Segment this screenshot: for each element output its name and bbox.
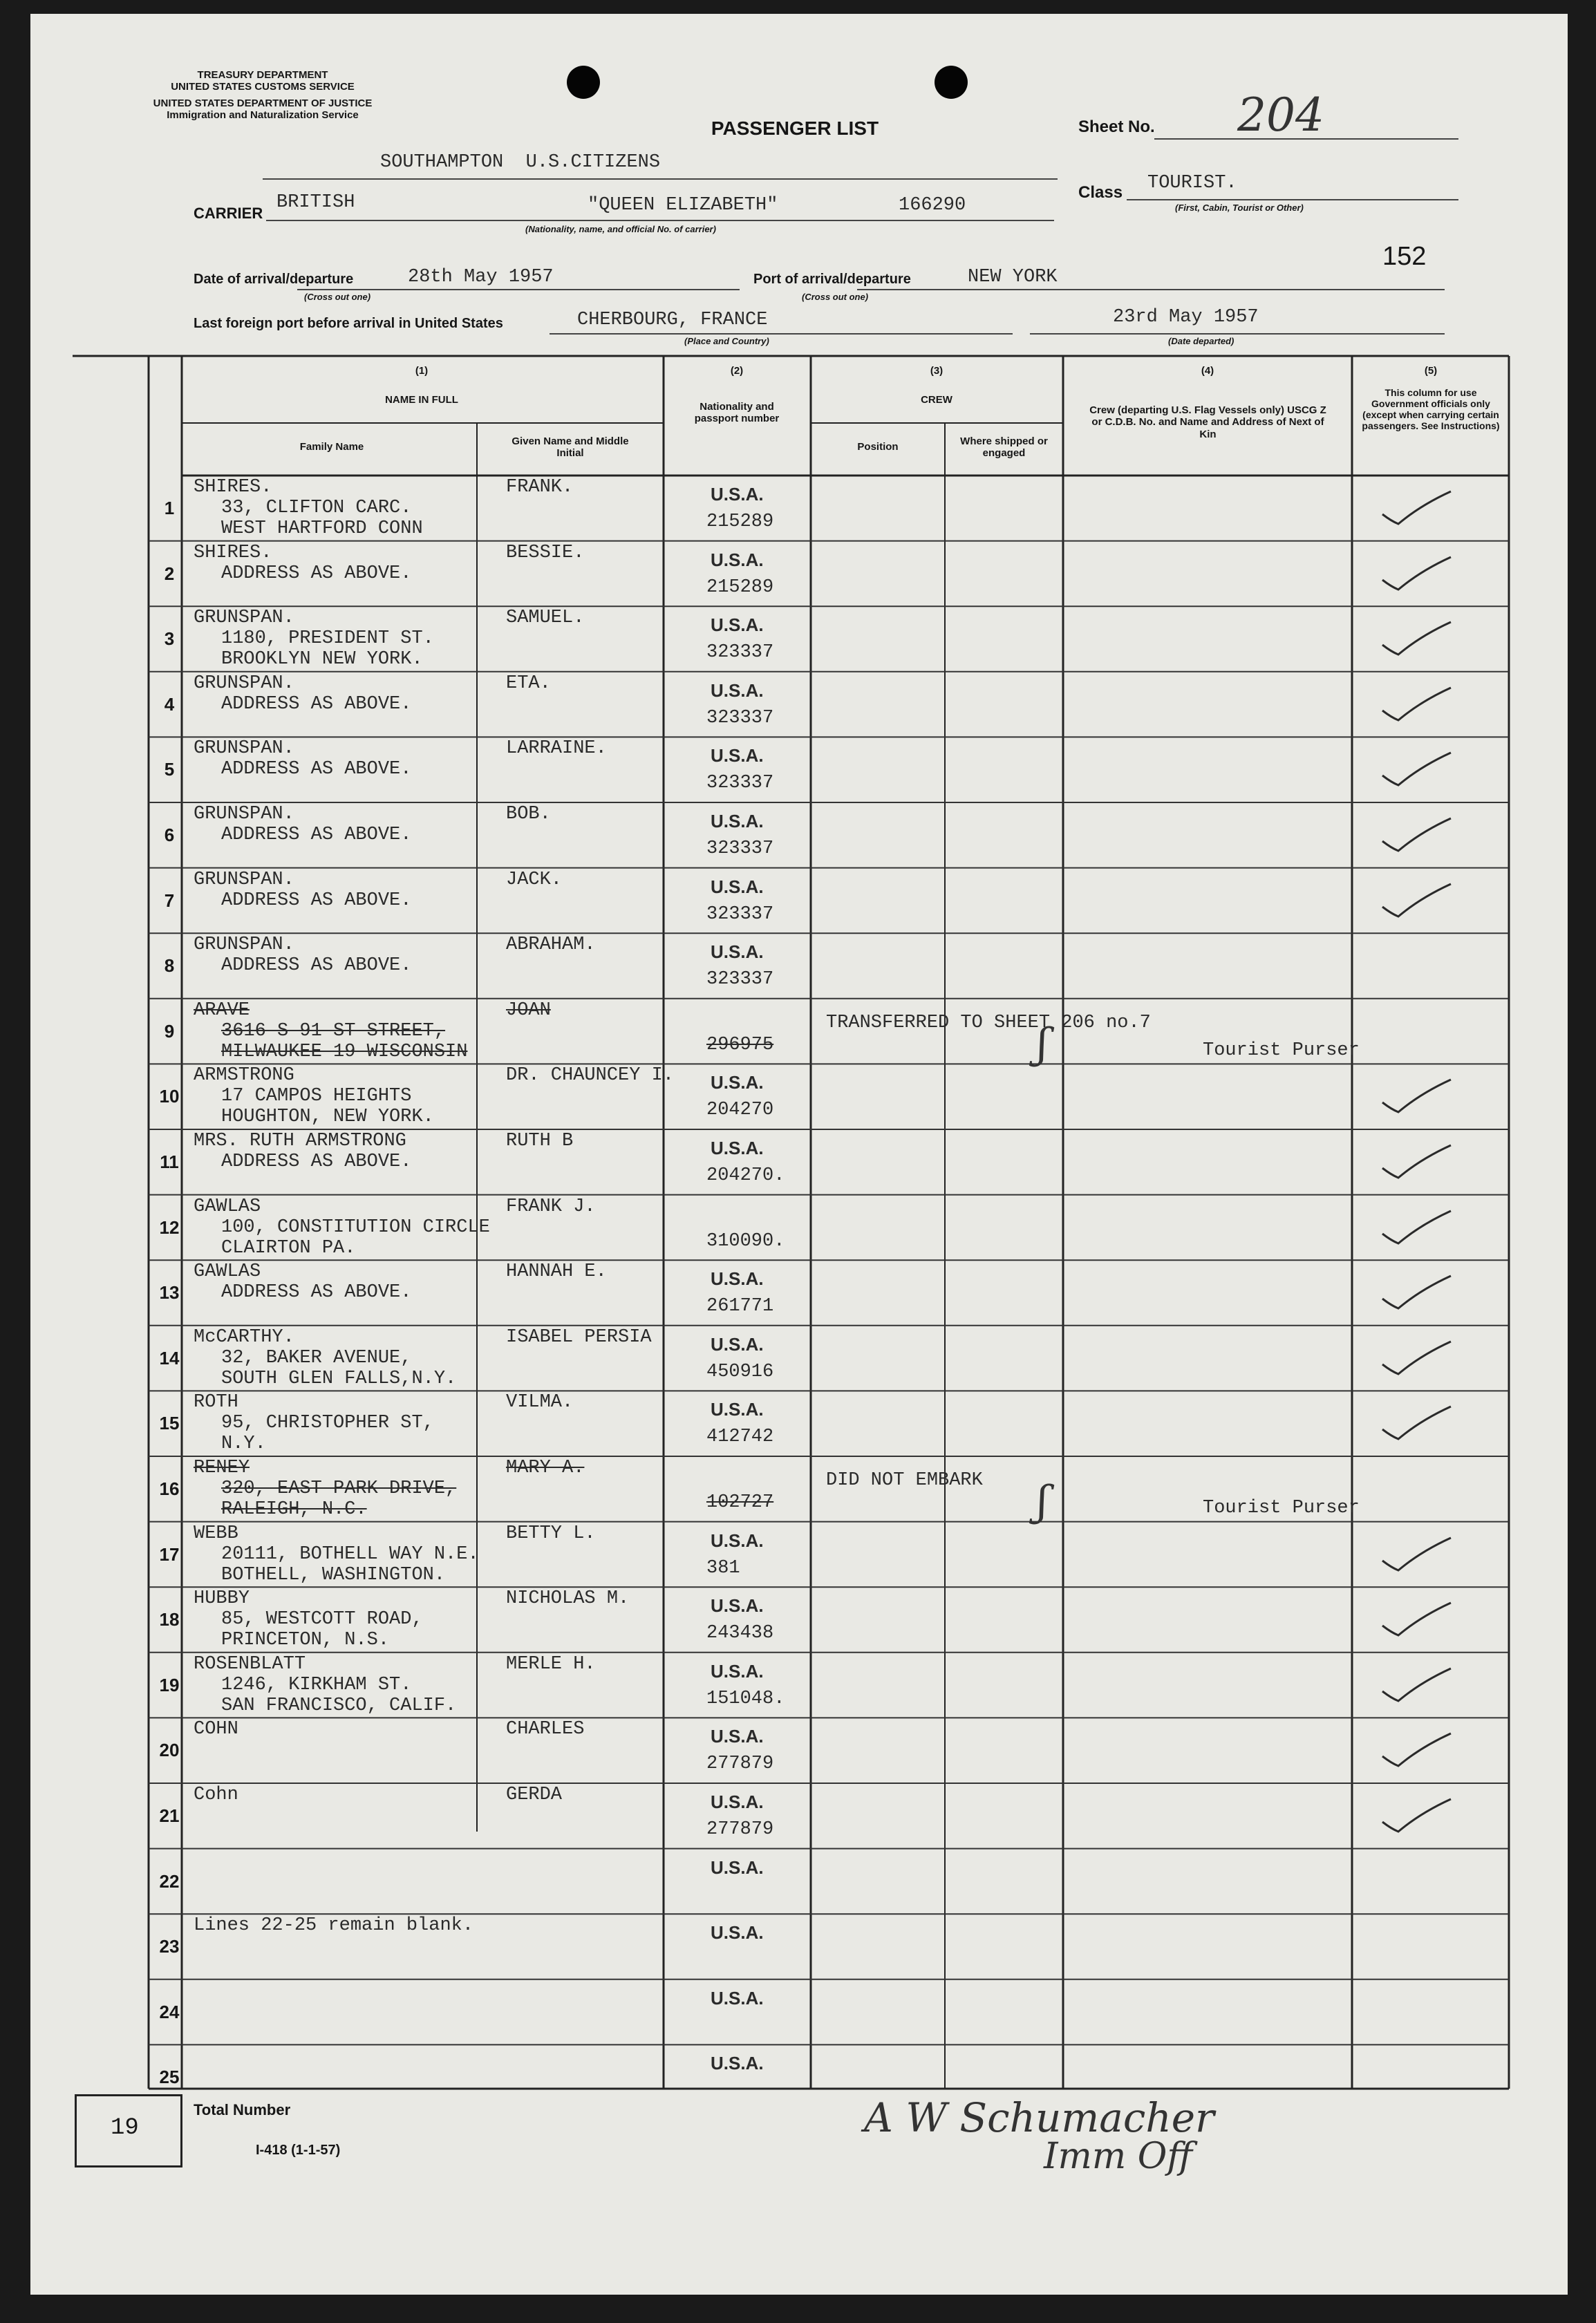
given-name: GERDA (506, 1785, 563, 1805)
address-line-2: BROOKLYN NEW YORK. (221, 649, 423, 670)
address-line-1: ADDRESS AS ABOVE. (221, 890, 412, 911)
given-name: LARRAINE. (506, 738, 607, 760)
purser-signature-label: Tourist Purser (1203, 1040, 1360, 1061)
nationality: U.S.A. (711, 1072, 764, 1093)
row-number: 19 (159, 1674, 180, 1695)
given-name: DR. CHAUNCEY I. (506, 1065, 675, 1087)
last-port-caption: (Place and Country) (684, 336, 769, 346)
form-number: I-418 (1-1-57) (256, 2143, 341, 2158)
passport-number: 323337 (706, 642, 774, 664)
passport-number: 323337 (706, 903, 774, 925)
address-line-1: ADDRESS AS ABOVE. (221, 563, 412, 584)
family-name: Cohn (194, 1785, 238, 1805)
given-name: BETTY L. (506, 1523, 596, 1544)
row-number: 5 (164, 759, 175, 780)
address-line-1: ADDRESS AS ABOVE. (221, 825, 412, 845)
given-name: JOAN (506, 999, 551, 1021)
carrier-name: "QUEEN ELIZABETH" (588, 195, 778, 216)
punch-hole-right (935, 66, 968, 99)
date-departed-value: 23rd May 1957 (1113, 307, 1259, 328)
col2-title: Nationality and passport number (694, 401, 780, 425)
class-value: TOURIST. (1147, 173, 1237, 194)
passport-number: 296975 (706, 1034, 774, 1055)
row-number: 4 (164, 693, 175, 715)
row-number: 17 (159, 1543, 180, 1565)
given-name: JACK. (506, 869, 563, 890)
check-mark (1379, 881, 1455, 922)
check-mark (1379, 1796, 1455, 1837)
given-name: FRANK J. (506, 1196, 596, 1217)
passport-number: 450916 (706, 1361, 774, 1382)
purser-signature-mark: ʃ (1037, 1019, 1049, 1068)
passport-number: 215289 (706, 576, 774, 598)
nationality: U.S.A. (711, 1333, 764, 1355)
address-line-1: 100, CONSTITUTION CIRCLE (221, 1216, 490, 1238)
address-line-2: HOUGHTON, NEW YORK. (221, 1107, 434, 1128)
col1-number: (1) (415, 365, 429, 377)
passport-number: 261771 (706, 1296, 774, 1317)
total-label: Total Number (194, 2101, 291, 2118)
col3-number: (3) (930, 365, 943, 377)
last-port-value: CHERBOURG, FRANCE (577, 310, 768, 330)
date-caption: (Cross out one) (304, 292, 371, 302)
check-mark (1379, 1403, 1455, 1445)
carrier-number: 166290 (899, 195, 966, 216)
check-mark (1379, 815, 1455, 856)
nationality: U.S.A. (711, 1530, 764, 1551)
header-top-line: SOUTHAMPTON U.S.CITIZENS (380, 152, 661, 173)
address-line-1: ADDRESS AS ABOVE. (221, 759, 412, 780)
row-number: 13 (159, 1282, 180, 1304)
port-value: NEW YORK (968, 267, 1058, 288)
last-port-label: Last foreign port before arrival in United States (194, 316, 503, 331)
family-name: GRUNSPAN. (194, 804, 294, 825)
address-line-1: ADDRESS AS ABOVE. (221, 1151, 412, 1172)
date-label: Date of arrival/departure (194, 272, 354, 287)
nationality: U.S.A. (711, 549, 764, 570)
address-line-1: ADDRESS AS ABOVE. (221, 1282, 412, 1304)
family-name: WEBB (194, 1523, 238, 1544)
family-name: GRUNSPAN. (194, 869, 294, 890)
family-name: MRS. RUTH ARMSTRONG (194, 1131, 406, 1151)
family-name: GRUNSPAN. (194, 934, 294, 956)
check-mark (1379, 1599, 1455, 1641)
given-name: ABRAHAM. (506, 934, 596, 956)
passport-number: 323337 (706, 707, 774, 728)
agency-line-2: UNITED STATES CUSTOMS SERVICE (171, 81, 355, 93)
address-line-1: ADDRESS AS ABOVE. (221, 693, 412, 715)
family-name: GRUNSPAN. (194, 608, 294, 629)
col5-title: This column for use Government officials only (except when carrying certain passengers. See Instructions) (1362, 387, 1500, 432)
row-number: 8 (164, 955, 175, 977)
sheet-number-value: 204 (1237, 88, 1324, 142)
col3-where-header: Where shipped or engaged (960, 435, 1048, 460)
col5-number: (5) (1424, 365, 1438, 377)
family-name: ARMSTRONG (194, 1065, 294, 1087)
address-line-1: 33, CLIFTON CARC. (221, 498, 412, 518)
row-number: 1 (164, 498, 175, 518)
address-line-2: RALEIGH, N.C. (221, 1499, 367, 1520)
col2-number: (2) (730, 365, 744, 377)
given-name: NICHOLAS M. (506, 1588, 630, 1610)
check-mark (1379, 1534, 1455, 1576)
col4-title: Crew (departing U.S. Flag Vessels only) USCG Z or C.D.B. No. and Name and Address of Next of Kin (1089, 404, 1326, 440)
check-mark (1379, 488, 1455, 529)
row-number: 3 (164, 628, 175, 650)
check-mark (1379, 554, 1455, 595)
row-number: 11 (160, 1151, 179, 1172)
purser-signature-label: Tourist Purser (1203, 1498, 1360, 1518)
address-line-1: 320, EAST PARK DRIVE, (221, 1478, 457, 1499)
address-line-1: 1180, PRESIDENT ST. (221, 628, 434, 650)
row-number: 25 (159, 2067, 180, 2088)
carrier-nationality: BRITISH (276, 192, 355, 213)
passport-number: 215289 (706, 511, 774, 532)
given-name: VILMA. (506, 1392, 574, 1413)
check-mark (1379, 1338, 1455, 1380)
officer-title: Imm Off (1044, 2136, 1193, 2177)
nationality: U.S.A. (711, 1138, 764, 1158)
family-name: GRUNSPAN. (194, 738, 294, 760)
check-mark (1379, 1207, 1455, 1249)
nationality: U.S.A. (711, 1660, 764, 1682)
nationality: U.S.A. (711, 1268, 764, 1290)
total-value: 19 (111, 2115, 139, 2141)
row-number: 15 (159, 1413, 180, 1434)
passport-number: 323337 (706, 773, 774, 794)
nationality: U.S.A. (711, 484, 764, 505)
agency-line-3: UNITED STATES DEPARTMENT OF JUSTICE (153, 97, 373, 109)
address-line-2: SAN FRANCISCO, CALIF. (221, 1695, 457, 1716)
address-line-1: 32, BAKER AVENUE, (221, 1347, 412, 1369)
col4-number: (4) (1201, 365, 1214, 377)
check-mark (1379, 1272, 1455, 1314)
given-name: SAMUEL. (506, 608, 585, 629)
passport-number: 204270. (706, 1165, 785, 1186)
row-number: 2 (164, 563, 175, 584)
given-name: ETA. (506, 673, 551, 694)
address-line-1: 17 CAMPOS HEIGHTS (221, 1086, 412, 1107)
carrier-caption: (Nationality, name, and official No. of carrier) (525, 224, 716, 234)
row-number: 16 (159, 1478, 180, 1499)
address-line-1: 3616 S 91 ST STREET, (221, 1020, 446, 1042)
check-mark (1379, 749, 1455, 791)
address-line-1: 20111, BOTHELL WAY N.E. (221, 1543, 479, 1565)
nationality: U.S.A. (711, 1726, 764, 1747)
given-name: FRANK. (506, 477, 574, 498)
address-line-2: MILWAUKEE 19 WISCONSIN (221, 1041, 468, 1062)
date-departed-caption: (Date departed) (1168, 336, 1234, 346)
check-mark (1379, 619, 1455, 660)
passport-number: 323337 (706, 969, 774, 990)
row-number: 14 (159, 1347, 180, 1369)
purser-signature-mark: ʃ (1037, 1477, 1049, 1525)
check-mark (1379, 1076, 1455, 1118)
col3-position-header: Position (857, 441, 899, 453)
row-number: 12 (159, 1216, 180, 1238)
date-value: 28th May 1957 (408, 267, 554, 288)
passport-number: 277879 (706, 1819, 774, 1840)
check-mark (1379, 684, 1455, 726)
given-name: BESSIE. (506, 542, 585, 563)
passport-number: 243438 (706, 1623, 774, 1644)
row-number: 9 (164, 1020, 175, 1042)
agency-block (90, 69, 435, 121)
family-name: GAWLAS (194, 1196, 261, 1217)
address-line-1: 95, CHRISTOPHER ST, (221, 1413, 434, 1434)
check-mark (1379, 1142, 1455, 1183)
check-mark (1379, 1665, 1455, 1706)
carrier-label: CARRIER (194, 205, 263, 222)
family-name: SHIRES. (194, 477, 272, 498)
agency-line-4: Immigration and Naturalization Service (167, 109, 359, 121)
address-line-2: CLAIRTON PA. (221, 1237, 356, 1259)
col1-given-header: Given Name and Middle Initial (511, 435, 629, 460)
family-name: SHIRES. (194, 542, 272, 563)
passport-number: 204270 (706, 1100, 774, 1121)
col3-title: CREW (921, 394, 952, 406)
port-label: Port of arrival/departure (753, 272, 911, 287)
address-line-2: N.Y. (221, 1433, 266, 1455)
family-name: ARAVE (194, 999, 250, 1021)
address-line-1: ADDRESS AS ABOVE. (221, 955, 412, 977)
passport-number: 412742 (706, 1427, 774, 1448)
given-name: RUTH B (506, 1131, 574, 1151)
family-name: HUBBY (194, 1588, 250, 1610)
passport-number: 151048. (706, 1688, 785, 1709)
crew-note: TRANSFERRED TO SHEET 206 no.7 (826, 1012, 1151, 1033)
given-name: HANNAH E. (506, 1261, 607, 1283)
nationality: U.S.A. (711, 876, 764, 897)
nationality: U.S.A. (711, 679, 764, 701)
passport-number: 323337 (706, 838, 774, 859)
nationality: U.S.A. (711, 1987, 764, 2009)
col1-title: NAME IN FULL (385, 394, 458, 406)
punch-hole-left (567, 66, 600, 99)
agency-line-1: TREASURY DEPARTMENT (197, 69, 328, 81)
row-number: 20 (159, 1740, 180, 1761)
nationality: U.S.A. (711, 745, 764, 767)
port-caption: (Cross out one) (802, 292, 869, 302)
nationality: U.S.A. (711, 1922, 764, 1944)
address-line-2: WEST HARTFORD CONN (221, 518, 423, 539)
nationality: U.S.A. (711, 1856, 764, 1878)
family-name: RENEY (194, 1458, 250, 1478)
class-label: Class (1078, 183, 1123, 202)
given-name: CHARLES (506, 1719, 585, 1740)
given-name: MARY A. (506, 1458, 585, 1478)
passport-number: 277879 (706, 1753, 774, 1775)
check-mark (1379, 1730, 1455, 1771)
form-title: PASSENGER LIST (711, 117, 879, 139)
address-line-2: PRINCETON, N.S. (221, 1630, 390, 1651)
nationality: U.S.A. (711, 811, 764, 831)
officer-signature: A W Schumacher (864, 2094, 1214, 2141)
row-number: 18 (159, 1609, 180, 1630)
nationality: U.S.A. (711, 614, 764, 636)
col1-family-header: Family Name (299, 441, 364, 453)
nationality: U.S.A. (711, 1595, 764, 1617)
family-name: ROTH (194, 1392, 238, 1413)
given-name: ISABEL PERSIA (506, 1326, 652, 1348)
address-line-1: 85, WESTCOTT ROAD, (221, 1609, 423, 1630)
row-number: 10 (159, 1086, 180, 1107)
address-line-2: BOTHELL, WASHINGTON. (221, 1564, 446, 1586)
address-line-1: 1246, KIRKHAM ST. (221, 1674, 412, 1695)
passport-number: 310090. (706, 1230, 785, 1252)
crew-note: DID NOT EMBARK (826, 1470, 983, 1491)
family-name: McCARTHY. (194, 1326, 294, 1348)
row-number: 6 (164, 825, 175, 845)
family-name: GRUNSPAN. (194, 673, 294, 694)
given-name: BOB. (506, 804, 551, 825)
address-line-2: SOUTH GLEN FALLS,N.Y. (221, 1368, 457, 1389)
family-name: Lines 22-25 remain blank. (194, 1915, 474, 1937)
row-number: 24 (159, 2001, 180, 2022)
sheet-number-label: Sheet No. (1078, 117, 1155, 136)
family-name: ROSENBLATT (194, 1653, 306, 1675)
nationality: U.S.A. (711, 1791, 764, 1812)
nationality: U.S.A. (711, 1399, 764, 1420)
family-name: COHN (194, 1719, 238, 1740)
row-number: 22 (159, 1870, 180, 1892)
given-name: MERLE H. (506, 1653, 596, 1675)
passport-number: 102727 (706, 1492, 774, 1513)
row-number: 21 (159, 1805, 180, 1826)
page-count: 152 (1382, 242, 1427, 271)
nationality: U.S.A. (711, 2053, 764, 2074)
row-number: 23 (159, 1936, 180, 1957)
row-number: 7 (164, 890, 175, 911)
family-name: GAWLAS (194, 1261, 261, 1283)
class-caption: (First, Cabin, Tourist or Other) (1175, 203, 1304, 213)
nationality: U.S.A. (711, 941, 764, 963)
passport-number: 381 (706, 1557, 740, 1579)
